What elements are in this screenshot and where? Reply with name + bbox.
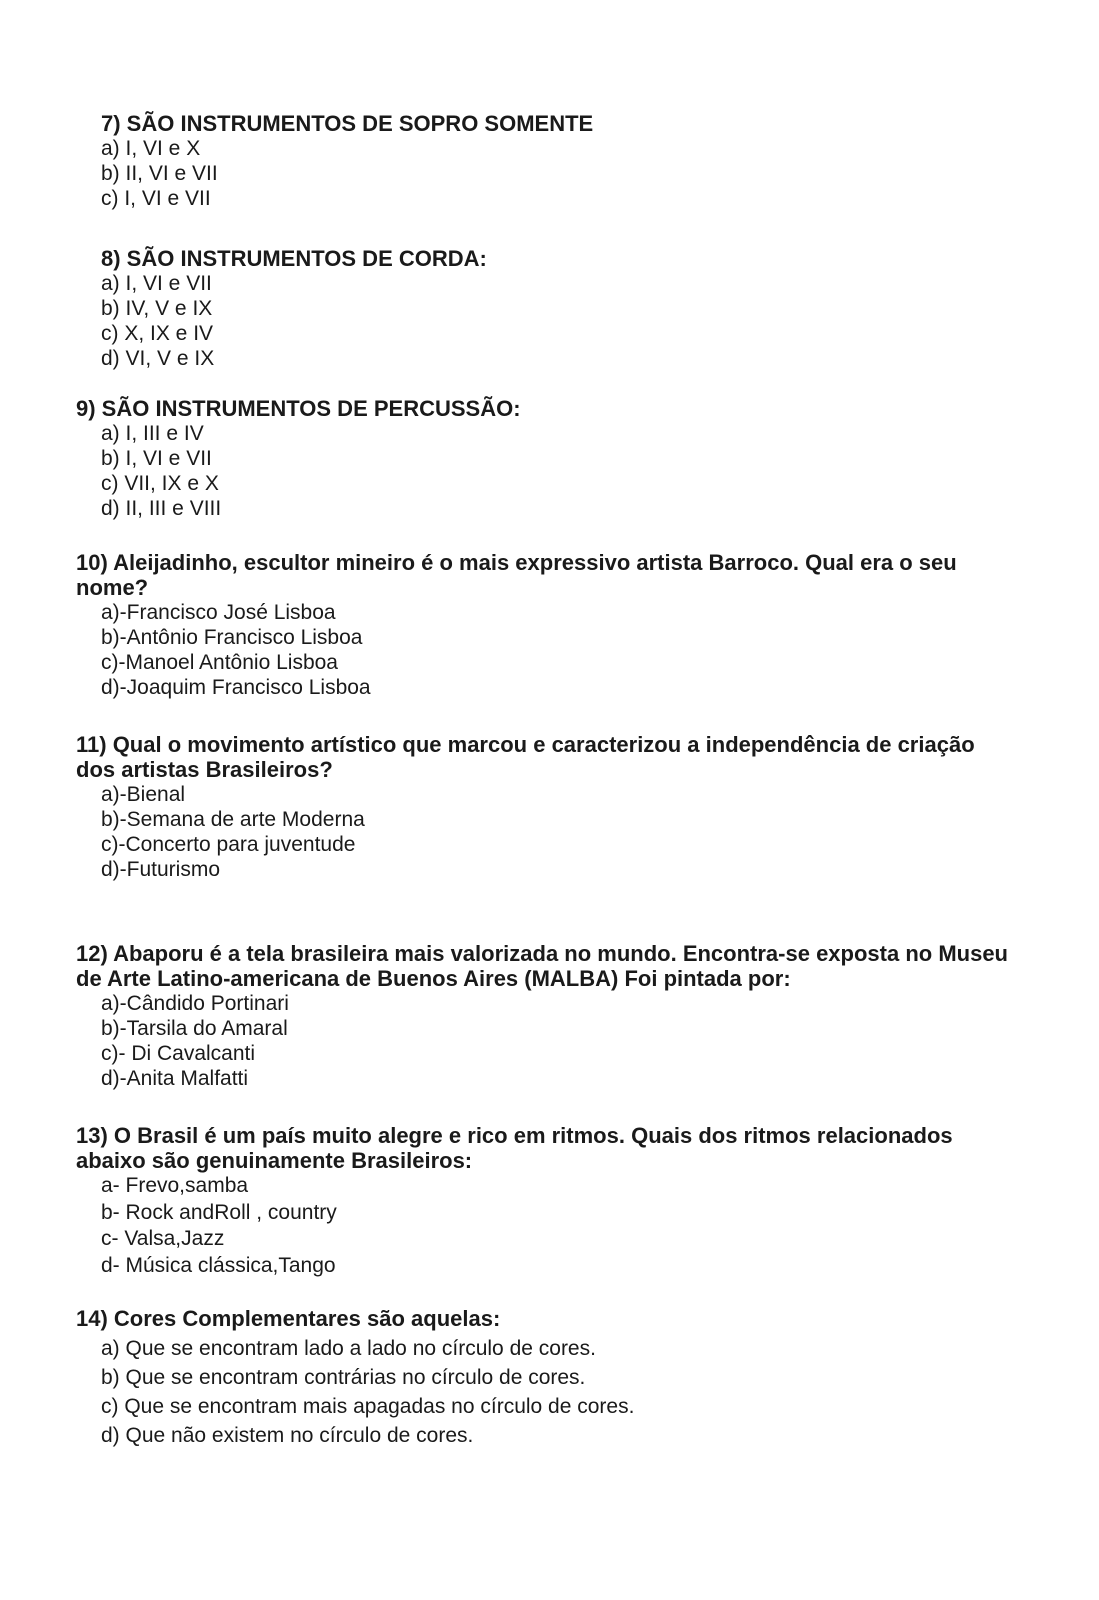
option-c: c) Que se encontram mais apagadas no círculo de cores. [101, 1395, 635, 1418]
question-title: 12) Abaporu é a tela brasileira mais valorizada no mundo. Encontra-se exposta no Museu de Arte Latino-americana de Buenos Aires (MALBA) Foi pintada por: [76, 941, 1008, 991]
question-11 [76, 732, 1011, 882]
option-a: a) I, III e IV [101, 422, 204, 445]
option-a: a) I, VI e X [101, 137, 201, 160]
question-title: 11) Qual o movimento artístico que marcou e caracterizou a independência de criação dos artistas Brasileiros? [76, 732, 975, 782]
question-10 [76, 550, 1011, 700]
option-a: a)-Francisco José Lisboa [101, 601, 336, 624]
option-d: d) II, III e VIII [101, 497, 222, 520]
question-8 [101, 246, 1001, 371]
option-b: b)-Semana de arte Moderna [101, 808, 365, 831]
question-7 [101, 111, 1001, 211]
option-b: b) Que se encontram contrárias no círculo de cores. [101, 1366, 586, 1389]
option-a: a)-Bienal [101, 783, 186, 806]
option-a: a) I, VI e VII [101, 272, 212, 295]
option-b: b)-Tarsila do Amaral [101, 1017, 288, 1040]
option-a: a) Que se encontram lado a lado no círculo de cores. [101, 1337, 596, 1360]
question-title: 7) SÃO INSTRUMENTOS DE SOPRO SOMENTE [101, 111, 594, 136]
question-14 [76, 1306, 1011, 1450]
question-title: 9) SÃO INSTRUMENTOS DE PERCUSSÃO: [76, 396, 521, 421]
option-b: b) I, VI e VII [101, 447, 212, 470]
option-d: d)-Joaquim Francisco Lisboa [101, 676, 371, 699]
question-13 [76, 1123, 1011, 1279]
option-d: d)-Anita Malfatti [101, 1067, 249, 1090]
question-12 [76, 941, 1011, 1091]
option-b: b- Rock andRoll , country [101, 1200, 337, 1224]
option-c: c)-Manoel Antônio Lisboa [101, 651, 338, 674]
option-b: b) II, VI e VII [101, 162, 218, 185]
option-c: c)- Di Cavalcanti [101, 1042, 256, 1065]
option-c: c)-Concerto para juventude [101, 833, 356, 856]
option-c: c) I, VI e VII [101, 187, 211, 210]
option-c: c) X, IX e IV [101, 322, 214, 345]
question-title: 10) Aleijadinho, escultor mineiro é o mais expressivo artista Barroco. Qual era o seu nome? [76, 550, 957, 600]
option-a: a- Frevo,samba [101, 1174, 249, 1197]
option-d: d) VI, V e IX [101, 347, 215, 370]
question-title: 14) Cores Complementares são aquelas: [76, 1306, 501, 1331]
question-9 [76, 396, 1006, 521]
option-c: c- Valsa,Jazz [101, 1227, 225, 1250]
option-d: d- Música clássica,Tango [101, 1253, 336, 1277]
option-b: b)-Antônio Francisco Lisboa [101, 626, 363, 649]
option-d: d) Que não existem no círculo de cores. [101, 1424, 474, 1447]
option-b: b) IV, V e IX [101, 297, 213, 320]
question-title: 13) O Brasil é um país muito alegre e rico em ritmos. Quais dos ritmos relacionados abaixo são genuinamente Brasileiros: [76, 1123, 953, 1173]
question-title: 8) SÃO INSTRUMENTOS DE CORDA: [101, 246, 487, 271]
option-d: d)-Futurismo [101, 858, 221, 881]
option-a: a)-Cândido Portinari [101, 992, 289, 1015]
option-c: c) VII, IX e X [101, 472, 219, 495]
